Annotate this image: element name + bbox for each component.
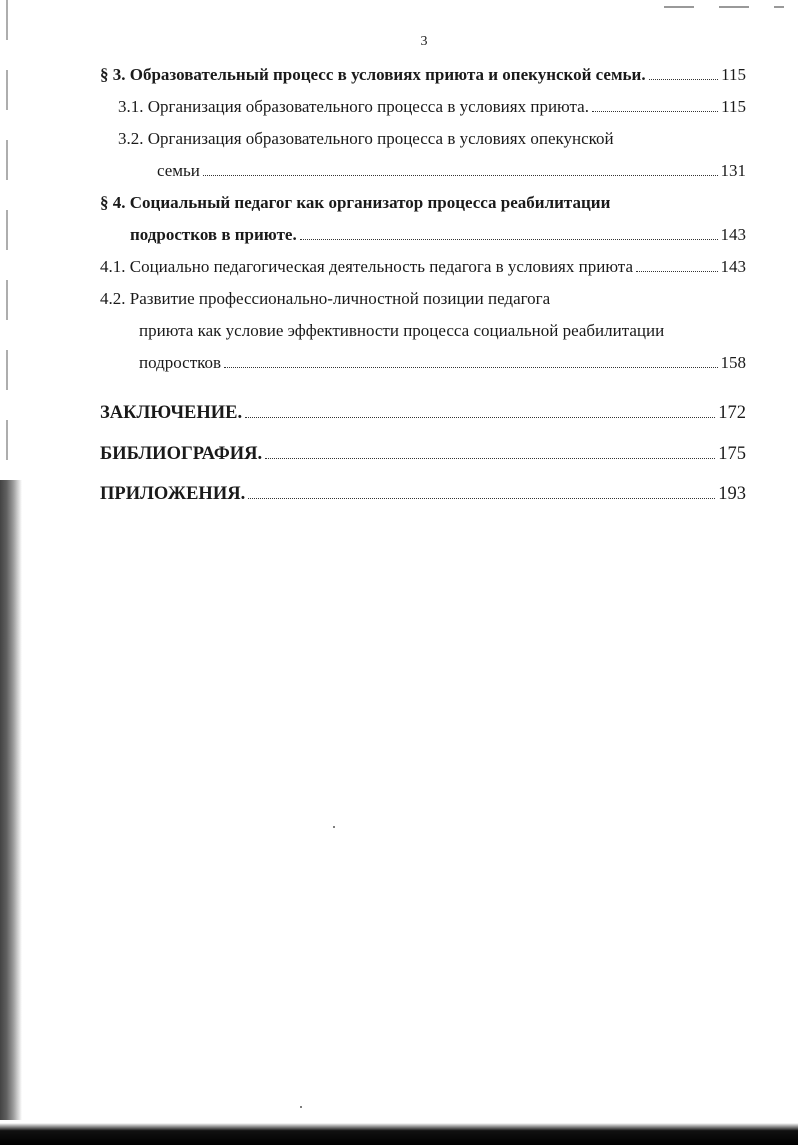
toc-entry-conclusion <box>100 403 746 423</box>
page-number: 3 <box>420 34 428 49</box>
toc-entry-3-1 <box>118 97 746 117</box>
toc-entry-page: 143 <box>720 225 746 244</box>
toc-entry-page: 143 <box>720 257 746 276</box>
toc-entry-title: ЗАКЛЮЧЕНИЕ. <box>100 403 243 423</box>
toc-entry-title: подростков <box>139 353 222 372</box>
scan-speck <box>300 1106 302 1108</box>
toc-entry-title: 3.1. Организация образовательного процесса в условиях приюта. <box>118 97 589 116</box>
toc-entry-page: 158 <box>720 353 746 372</box>
dot-leader <box>300 239 718 240</box>
dot-leader <box>203 175 718 176</box>
dot-leader <box>224 367 717 368</box>
toc-entry-title: 4.1. Социально педагогическая деятельность педагога в условиях приюта <box>100 257 633 276</box>
toc-entry-page: 193 <box>718 484 746 504</box>
toc-entry-page: 131 <box>720 161 746 180</box>
scan-speck <box>333 826 335 828</box>
toc-entry-page: 115 <box>721 97 746 116</box>
toc-entry-title: БИБЛИОГРАФИЯ. <box>100 444 263 464</box>
toc-entry-section-4-line1: § 4. Социальный педагог как организатор процесса реабилитации <box>100 193 611 212</box>
toc-entry-4-1 <box>100 257 746 277</box>
toc-entry-title: семьи <box>157 161 200 180</box>
toc-entry-title: § 3. Образовательный процесс в условиях приюта и опекунской семьи. <box>100 65 646 84</box>
toc-entry-section-3 <box>100 65 746 85</box>
dot-leader <box>636 271 718 272</box>
toc-entry-bibliography <box>100 444 746 464</box>
dot-leader <box>649 79 719 80</box>
toc-entry-page: 175 <box>718 444 746 464</box>
dot-leader <box>592 111 718 112</box>
scan-mark-artifact <box>664 6 784 8</box>
toc-entry-3-2 <box>157 161 746 181</box>
toc-entry-3-2-line1: 3.2. Организация образовательного процесса в условиях опекунской <box>118 129 614 148</box>
scan-edge-artifact <box>0 1123 798 1145</box>
toc-entry-4-2-line1: 4.2. Развитие профессионально-личностной позиции педагога <box>100 289 551 308</box>
dot-leader <box>245 417 715 418</box>
toc-entry-page: 172 <box>718 403 746 423</box>
toc-entry-title: подростков в приюте. <box>130 225 297 244</box>
toc-entry-appendix <box>100 484 746 504</box>
toc-entry-4-2-line2: приюта как условие эффективности процесса социальной реабилитации <box>139 321 665 340</box>
scan-edge-artifact <box>6 0 8 480</box>
toc-entry-section-4 <box>130 225 746 245</box>
dot-leader <box>265 458 715 459</box>
toc-entry-page: 115 <box>721 65 746 84</box>
scan-edge-artifact <box>0 480 22 1120</box>
toc-entry-title: ПРИЛОЖЕНИЯ. <box>100 484 246 504</box>
dot-leader <box>248 498 715 499</box>
toc-entry-4-2 <box>139 353 746 373</box>
